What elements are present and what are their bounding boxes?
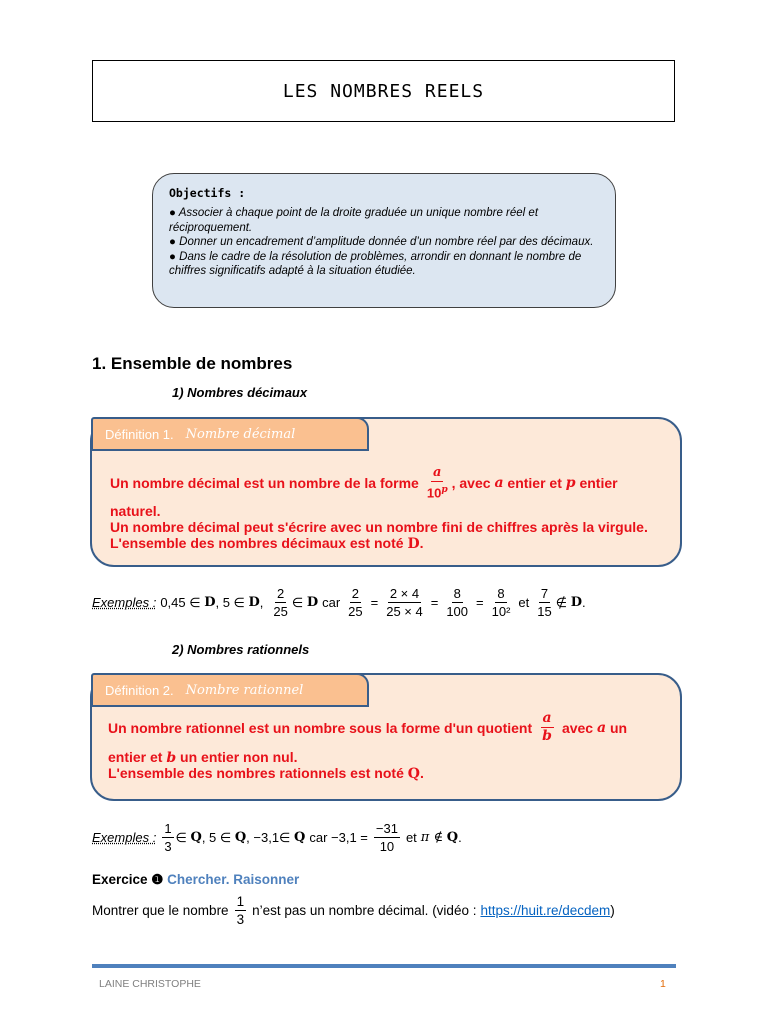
- fraction: $\frac{8}{100}$: [446, 586, 469, 619]
- fraction: $\frac{2 \times 4}{25 \times 4}$: [386, 586, 423, 619]
- video-link[interactable]: https://huit.re/decdem: [480, 903, 611, 918]
- objective-item: ● Associer à chaque point de la droite graduée un unique nombre réel et réciproquement.: [169, 207, 539, 234]
- definition-2-subtitle: Nombre rationnel: [185, 682, 304, 698]
- examples-decimal: Exemples : 0,45 ∈ D , 5 ∈ D , $\frac{2}{25}$ ∈ D car $\frac{2}{25}$ = $\frac{2 \times 4}{25 \times 4}$ = $\frac{8}{100}$ = $\frac{8}{\text{10²}}$ et $\frac{7}{15}$ ∉ D .: [92, 586, 586, 619]
- definition-1-line-3: Un nombre décimal peut s'écrire avec un nombre fini de chiffres après la virgule.: [110, 519, 648, 535]
- fraction-a-over-b: $\frac{a}{b}$: [542, 710, 552, 744]
- definition-2-line-1: Un nombre rationnel est un nombre sous la forme d'un quotient $\frac{a}{b}$ avec a un: [108, 710, 628, 744]
- fraction: $\frac{1}{3}$: [236, 894, 245, 927]
- definition-1-line-2: naturel.: [110, 503, 161, 519]
- page-number: 1: [660, 978, 666, 990]
- definition-1-line-4: L'ensemble des nombres décimaux est noté D.: [110, 535, 424, 552]
- objective-item: ● Donner un encadrement d’amplitude donnée d’un nombre réel par des décimaux.: [169, 236, 594, 249]
- exercise-heading: Exercice ❶ Chercher. Raisonner: [92, 872, 300, 887]
- definition-2-tab: [91, 673, 369, 707]
- objective-item: ● Dans le cadre de la résolution de problèmes, arrondir en donnant le nombre de chiffres significatifs adapté à la situation étudiée.: [169, 250, 582, 278]
- subsection-decimal: 1) Nombres décimaux: [172, 385, 308, 400]
- objectives-box: [152, 173, 616, 308]
- definition-1-subtitle: Nombre décimal: [185, 426, 296, 442]
- exercise-tag: Chercher. Raisonner: [167, 872, 300, 887]
- page-title: LES NOMBRES REELS: [92, 60, 675, 122]
- definition-2-label: Définition 2.: [105, 682, 174, 698]
- subsection-rational: 2) Nombres rationnels: [172, 642, 310, 657]
- fraction: $\frac{7}{15}$: [537, 586, 552, 619]
- fraction: $\frac{2}{25}$: [348, 586, 363, 619]
- definition-2-line-2: entier et b un entier non nul.: [108, 749, 298, 766]
- examples-rational: Exemples : $\frac{1}{3}$ ∈ Q , 5 ∈ Q , −3,1∈ Q car −3,1 = $\frac{-31}{10}$ et π ∉ Q .: [92, 821, 462, 854]
- set-d-symbol: D: [407, 536, 420, 552]
- footer-author: LAINE CHRISTOPHE: [99, 978, 201, 990]
- exercise-statement: Montrer que le nombre $\frac{1}{3}$ n’est pas un nombre décimal. (vidéo : https://huit.re/decdem ): [92, 894, 615, 927]
- footer-divider: [92, 964, 676, 968]
- definition-2-line-3: L'ensemble des nombres rationnels est noté Q.: [108, 765, 424, 782]
- section-heading: 1. Ensemble de nombres: [92, 354, 293, 373]
- definition-1-label: Définition 1.: [105, 426, 174, 442]
- fraction: $\frac{2}{25}$: [273, 586, 288, 619]
- definition-1-tab: [91, 417, 369, 451]
- fraction: $\frac{1}{3}$: [164, 821, 172, 854]
- set-q-symbol: Q: [407, 766, 420, 782]
- fraction: $\frac{-31}{10}$: [375, 821, 398, 854]
- definition-1-line-1: Un nombre décimal est un nombre de la forme $\frac{a}{10^p}$ , avec a entier et p entier: [110, 465, 618, 501]
- objectives-heading: Objectifs :: [169, 186, 246, 200]
- fraction-a-over-10p: $\frac{a}{10^p}$: [426, 465, 448, 501]
- fraction: $\frac{8}{\text{10²}}$: [491, 586, 511, 619]
